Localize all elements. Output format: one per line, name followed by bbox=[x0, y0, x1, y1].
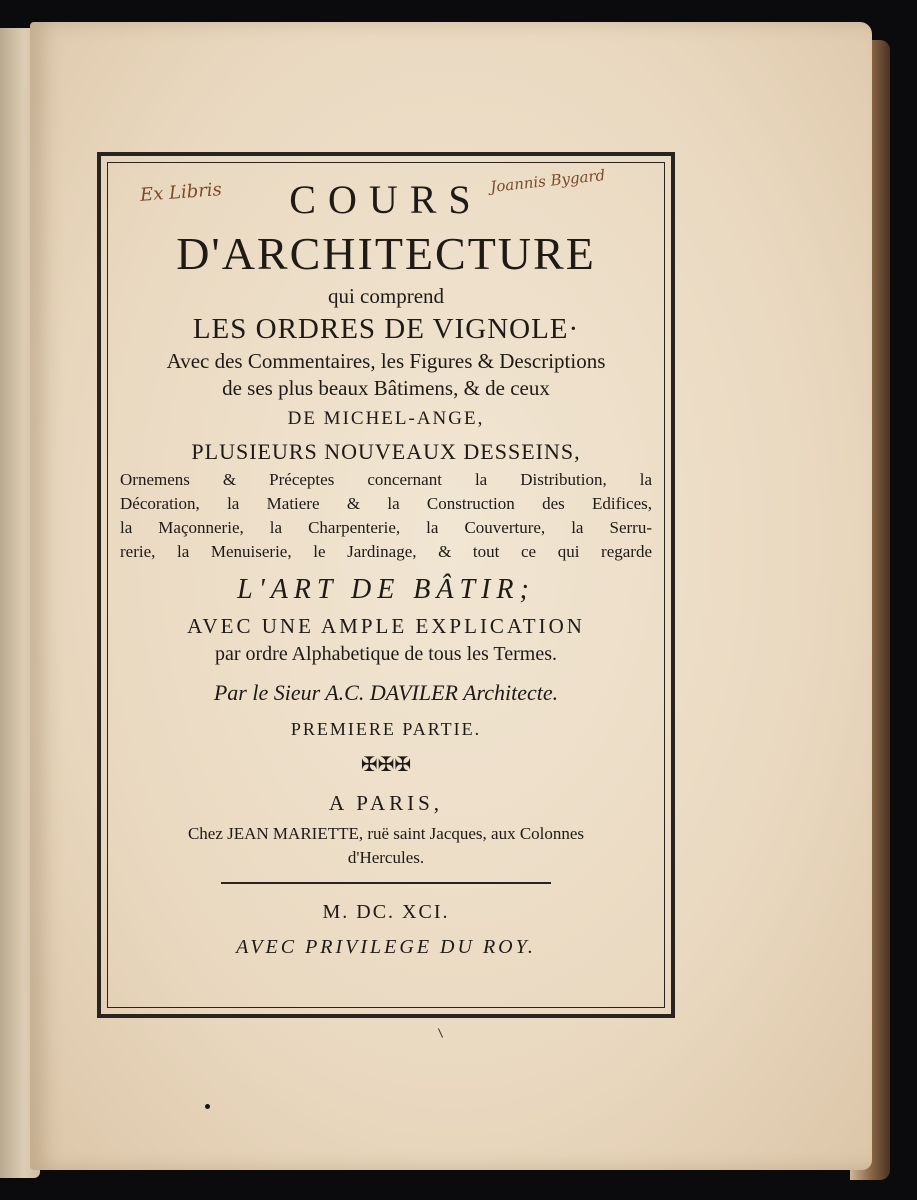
text-michel-ange: DE MICHEL-ANGE, bbox=[287, 408, 485, 429]
text-decoration: Décoration, la Matiere & la Construction des Edifices, bbox=[120, 494, 652, 513]
imprint-publisher: Chez JEAN MARIETTE, ruë saint Jacques, aux Colonnes bbox=[187, 824, 585, 843]
text-art-de-batir: L'ART DE BÂTIR; bbox=[237, 574, 535, 605]
imprint-city: A PARIS, bbox=[328, 791, 444, 815]
text-batimens: de ses plus beaux Bâtimens, & de ceux bbox=[222, 376, 550, 400]
ink-spot bbox=[205, 1104, 210, 1109]
text-ordre-alphabetique: par ordre Alphabetique de tous les Termes. bbox=[214, 643, 558, 665]
subtitle-ordres-vignole: LES ORDRES DE VIGNOLE· bbox=[192, 313, 580, 345]
subtitle-qui-comprend: qui comprend bbox=[327, 284, 445, 308]
title-cours: COURS bbox=[289, 177, 483, 222]
divider-rule bbox=[221, 882, 551, 884]
volume-line: PREMIERE PARTIE. bbox=[290, 719, 482, 739]
publication-year: M. DC. XCI. bbox=[322, 901, 450, 923]
owner-signature: Joannis Bygard bbox=[489, 166, 607, 196]
imprint-address: d'Hercules. bbox=[347, 848, 425, 867]
privilege-line: AVEC PRIVILEGE DU ROY. bbox=[236, 936, 536, 958]
text-ornemens: Ornemens & Préceptes concernant la Distribution, la bbox=[120, 470, 652, 489]
text-maconnerie: la Maçonnerie, la Charpenterie, la Couverture, la Serru- bbox=[120, 518, 652, 537]
text-menuiserie: rerie, la Menuiserie, le Jardinage, & tout ce qui regarde bbox=[120, 542, 652, 561]
title-page-text bbox=[110, 168, 662, 964]
text-ample-explication: AVEC UNE AMPLE EXPLICATION bbox=[187, 614, 585, 638]
ornament-icon: ✠✠✠ bbox=[360, 754, 412, 776]
author-line: Par le Sieur A.C. DAVILER Architecte. bbox=[213, 680, 559, 705]
text-commentaires: Avec des Commentaires, les Figures & Descriptions bbox=[166, 349, 606, 373]
ex-libris-inscription: Ex Libris bbox=[139, 179, 223, 206]
text-nouveaux-desseins: PLUSIEURS NOUVEAUX DESSEINS, bbox=[191, 439, 581, 464]
title-architecture: D'ARCHITECTURE bbox=[176, 228, 596, 279]
